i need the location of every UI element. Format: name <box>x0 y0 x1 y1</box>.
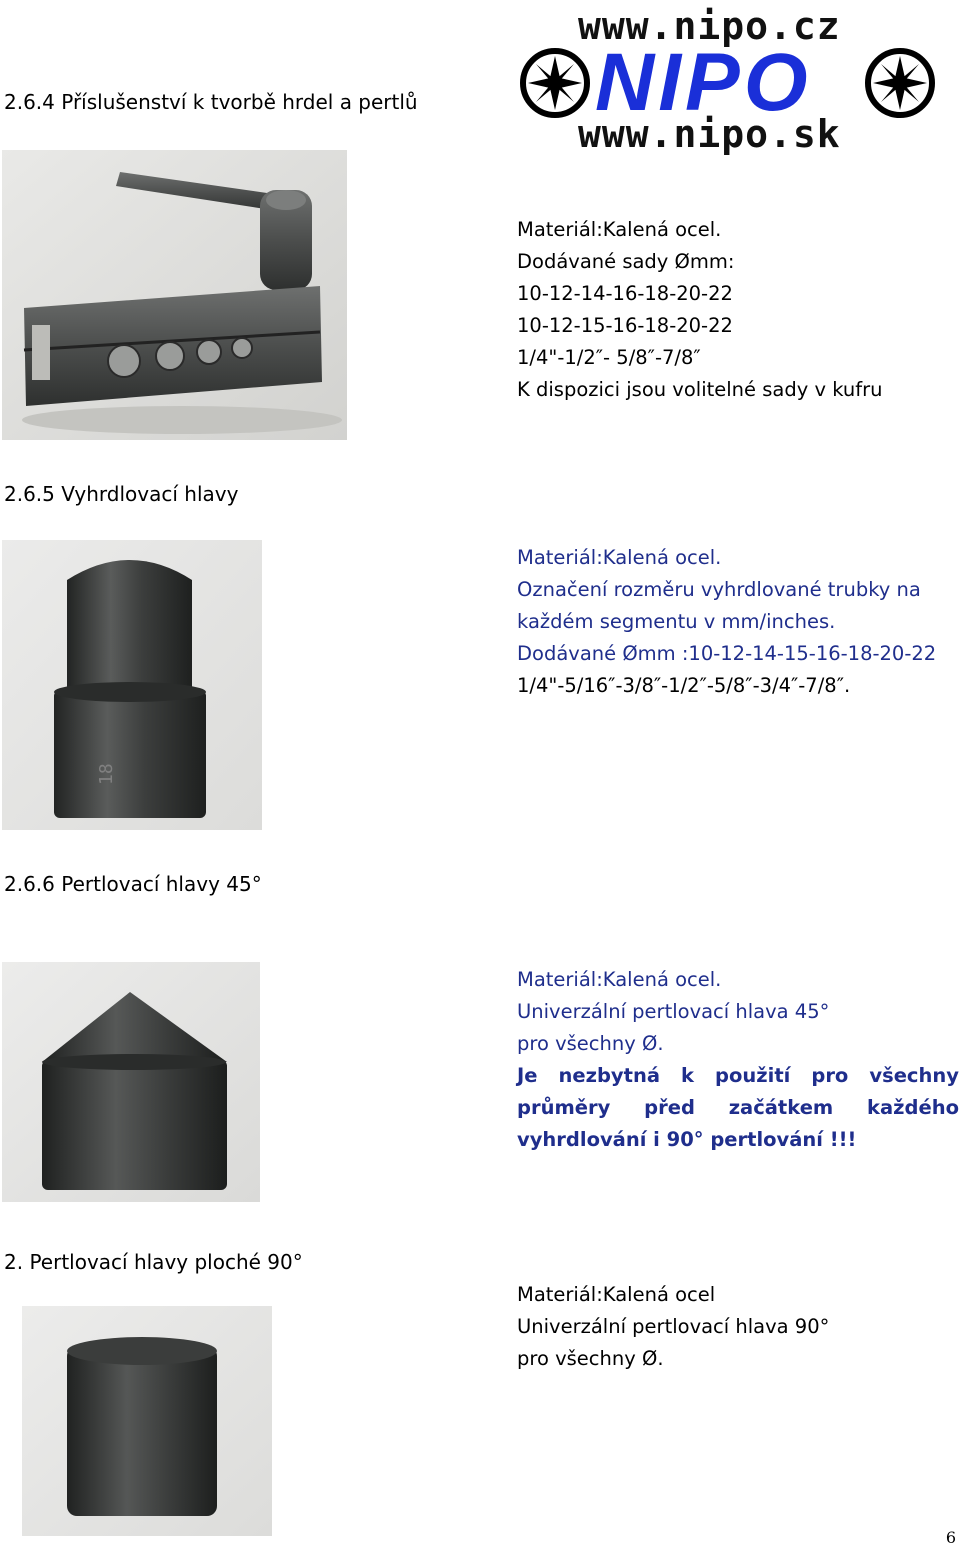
section-heading-267: 2. Pertlovací hlavy ploché 90° <box>4 1250 303 1274</box>
text-line: 1/4"-1/2″- 5/8″-7/8″ <box>517 346 701 369</box>
text-line: Označení rozměru vyhrdlované trubky na <box>517 578 921 601</box>
text-line: Materiál:Kalená ocel. <box>517 968 722 991</box>
star-emblem-icon <box>520 48 590 118</box>
section-264-text <box>517 214 882 406</box>
star-emblem-icon <box>865 48 935 118</box>
text-line: 10-12-14-16-18-20-22 <box>517 282 733 305</box>
cone-head-photo <box>2 962 260 1202</box>
text-line: 10-12-15-16-18-20-22 <box>517 314 733 337</box>
flaring-tool-photo <box>2 150 347 440</box>
word: všechny <box>869 1064 959 1087</box>
word: začátkem <box>728 1096 834 1119</box>
logo-url-sk: www.nipo.sk <box>578 112 841 156</box>
logo-url-cz: www.nipo.cz <box>578 4 841 48</box>
logo-brand: NIPO <box>595 37 812 128</box>
flat-head-photo <box>22 1306 272 1536</box>
bold-justified-line <box>517 1092 959 1124</box>
text-line: K dispozici jsou volitelné sady v kufru <box>517 378 883 401</box>
bold-line: vyhrdlování i 90° pertlování !!! <box>517 1128 857 1151</box>
nipo-logo <box>520 4 935 154</box>
text-line: Materiál:Kalená ocel <box>517 1283 716 1306</box>
word: každého <box>867 1096 959 1119</box>
section-heading-265: 2.6.5 Vyhrdlovací hlavy <box>4 482 239 506</box>
section-heading-264: 2.6.4 Příslušenství k tvorbě hrdel a pertlů <box>4 90 418 114</box>
word: průměry <box>517 1096 611 1119</box>
expander-head-photo <box>2 540 262 830</box>
word: použití <box>715 1064 791 1087</box>
text-line: 1/4"-5/16″-3/8″-1/2″-5/8″-3/4″-7/8″. <box>517 674 851 697</box>
text-line: pro všechny Ø. <box>517 1347 664 1370</box>
text-line: Materiál:Kalená ocel. <box>517 218 722 241</box>
page-number: 6 <box>945 1528 956 1547</box>
bold-justified-line <box>517 1060 959 1092</box>
section-heading-266: 2.6.6 Pertlovací hlavy 45° <box>4 872 262 896</box>
text-line: Univerzální pertlovací hlava 90° <box>517 1315 830 1338</box>
text-line: Dodávané sady Ømm: <box>517 250 735 273</box>
section-267-text <box>517 1279 829 1375</box>
word: Je <box>517 1064 538 1087</box>
word: nezbytná <box>558 1064 661 1087</box>
word: k <box>681 1064 695 1087</box>
text-line: pro všechny Ø. <box>517 1032 664 1055</box>
section-265-text <box>517 542 936 702</box>
text-line: Dodávané Ømm :10-12-14-15-16-18-20-22 <box>517 642 937 665</box>
svg-text:18: 18 <box>96 763 117 785</box>
text-line: každém segmentu v mm/inches. <box>517 610 836 633</box>
text-line: Materiál:Kalená ocel. <box>517 546 722 569</box>
word: před <box>644 1096 695 1119</box>
word: pro <box>811 1064 849 1087</box>
section-266-text <box>517 964 959 1156</box>
text-line: Univerzální pertlovací hlava 45° <box>517 1000 830 1023</box>
